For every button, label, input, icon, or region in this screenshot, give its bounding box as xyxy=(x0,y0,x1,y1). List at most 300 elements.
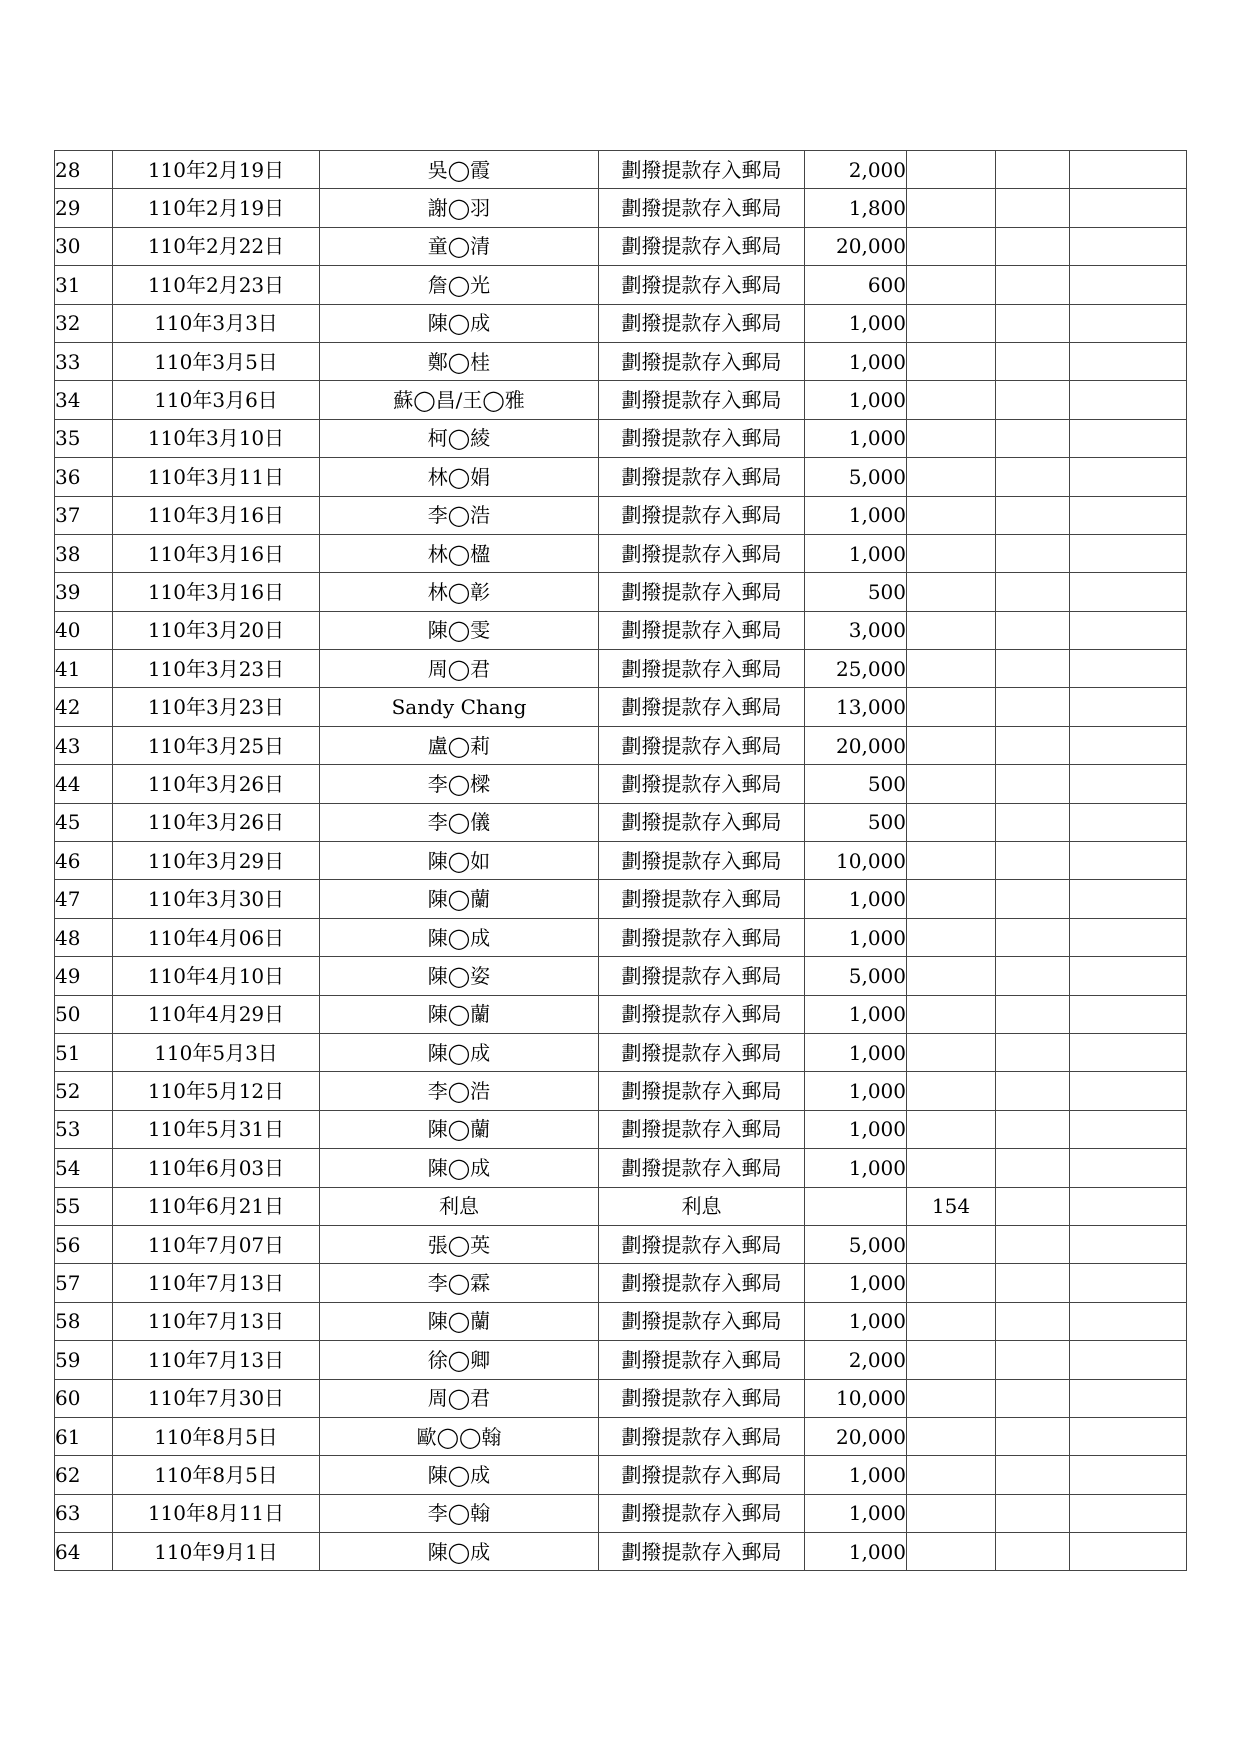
entry-number: 51 xyxy=(55,1033,113,1071)
donor-name: 陳◯蘭 xyxy=(320,880,599,918)
entry-date: 110年6月21日 xyxy=(113,1187,320,1225)
other-amount xyxy=(907,1302,996,1340)
other-amount xyxy=(907,342,996,380)
donor-name: 柯◯綾 xyxy=(320,419,599,457)
entry-description: 劃撥提款存入郵局 xyxy=(599,726,805,764)
other-amount xyxy=(907,151,996,189)
other-amount xyxy=(907,880,996,918)
entry-number: 52 xyxy=(55,1072,113,1110)
entry-date: 110年3月10日 xyxy=(113,419,320,457)
donor-name: 陳◯蘭 xyxy=(320,1110,599,1148)
entry-number: 54 xyxy=(55,1149,113,1187)
blank-cell xyxy=(996,1302,1070,1340)
table-row xyxy=(55,227,1187,265)
donor-name: 李◯樑 xyxy=(320,765,599,803)
donor-name: 陳◯雯 xyxy=(320,611,599,649)
entry-date: 110年3月23日 xyxy=(113,688,320,726)
blank-cell xyxy=(1070,803,1187,841)
donor-name: 李◯浩 xyxy=(320,1072,599,1110)
income-amount: 500 xyxy=(805,573,907,611)
blank-cell xyxy=(996,765,1070,803)
entry-description: 劃撥提款存入郵局 xyxy=(599,1302,805,1340)
donor-name: 陳◯姿 xyxy=(320,957,599,995)
entry-description: 劃撥提款存入郵局 xyxy=(599,1225,805,1263)
donor-name: 徐◯卿 xyxy=(320,1341,599,1379)
table-row xyxy=(55,1110,1187,1148)
other-amount xyxy=(907,381,996,419)
donor-name: 利息 xyxy=(320,1187,599,1225)
entry-date: 110年7月07日 xyxy=(113,1225,320,1263)
donor-name: 歐◯◯翰 xyxy=(320,1417,599,1455)
entry-number: 35 xyxy=(55,419,113,457)
table-row xyxy=(55,1264,1187,1302)
table-row xyxy=(55,726,1187,764)
entry-number: 60 xyxy=(55,1379,113,1417)
blank-cell xyxy=(996,266,1070,304)
other-amount xyxy=(907,611,996,649)
entry-number: 44 xyxy=(55,765,113,803)
blank-cell xyxy=(996,151,1070,189)
entry-date: 110年3月20日 xyxy=(113,611,320,649)
other-amount xyxy=(907,1072,996,1110)
entry-description: 劃撥提款存入郵局 xyxy=(599,227,805,265)
entry-description: 劃撥提款存入郵局 xyxy=(599,419,805,457)
blank-cell xyxy=(1070,1072,1187,1110)
table-row xyxy=(55,419,1187,457)
table-row xyxy=(55,151,1187,189)
income-amount: 500 xyxy=(805,803,907,841)
blank-cell xyxy=(996,650,1070,688)
blank-cell xyxy=(996,1533,1070,1571)
entry-date: 110年2月19日 xyxy=(113,151,320,189)
donor-name: 林◯楹 xyxy=(320,534,599,572)
donor-name: 周◯君 xyxy=(320,650,599,688)
entry-description: 劃撥提款存入郵局 xyxy=(599,1110,805,1148)
entry-number: 62 xyxy=(55,1456,113,1494)
income-amount: 1,000 xyxy=(805,1456,907,1494)
donor-name: 李◯翰 xyxy=(320,1494,599,1532)
table-row xyxy=(55,342,1187,380)
income-amount: 1,000 xyxy=(805,419,907,457)
entry-number: 63 xyxy=(55,1494,113,1532)
income-amount: 1,000 xyxy=(805,1149,907,1187)
entry-number: 33 xyxy=(55,342,113,380)
entry-description: 劃撥提款存入郵局 xyxy=(599,880,805,918)
other-amount xyxy=(907,1149,996,1187)
table-row xyxy=(55,842,1187,880)
blank-cell xyxy=(996,1456,1070,1494)
table-row xyxy=(55,189,1187,227)
blank-cell xyxy=(996,726,1070,764)
entry-number: 36 xyxy=(55,458,113,496)
entry-description: 劃撥提款存入郵局 xyxy=(599,151,805,189)
entry-number: 56 xyxy=(55,1225,113,1263)
entry-description: 劃撥提款存入郵局 xyxy=(599,1341,805,1379)
table-row xyxy=(55,611,1187,649)
other-amount xyxy=(907,1110,996,1148)
table-row xyxy=(55,1187,1187,1225)
donor-name: 陳◯成 xyxy=(320,918,599,956)
entry-number: 39 xyxy=(55,573,113,611)
blank-cell xyxy=(996,1110,1070,1148)
entry-description: 劃撥提款存入郵局 xyxy=(599,1456,805,1494)
table-row xyxy=(55,918,1187,956)
blank-cell xyxy=(996,803,1070,841)
entry-date: 110年3月23日 xyxy=(113,650,320,688)
blank-cell xyxy=(1070,611,1187,649)
entry-date: 110年3月16日 xyxy=(113,573,320,611)
donor-name: 李◯浩 xyxy=(320,496,599,534)
entry-number: 31 xyxy=(55,266,113,304)
other-amount xyxy=(907,918,996,956)
entry-number: 61 xyxy=(55,1417,113,1455)
blank-cell xyxy=(1070,765,1187,803)
other-amount xyxy=(907,1456,996,1494)
other-amount xyxy=(907,458,996,496)
table-row xyxy=(55,765,1187,803)
entry-description: 劃撥提款存入郵局 xyxy=(599,803,805,841)
table-row xyxy=(55,1417,1187,1455)
entry-date: 110年7月30日 xyxy=(113,1379,320,1417)
entry-date: 110年8月11日 xyxy=(113,1494,320,1532)
entry-date: 110年7月13日 xyxy=(113,1341,320,1379)
table-row xyxy=(55,1341,1187,1379)
blank-cell xyxy=(1070,1110,1187,1148)
blank-cell xyxy=(1070,419,1187,457)
donor-name: 陳◯蘭 xyxy=(320,995,599,1033)
table-row xyxy=(55,304,1187,342)
donor-name: 鄭◯桂 xyxy=(320,342,599,380)
blank-cell xyxy=(1070,304,1187,342)
entry-description: 劃撥提款存入郵局 xyxy=(599,573,805,611)
blank-cell xyxy=(996,534,1070,572)
table-row xyxy=(55,1149,1187,1187)
blank-cell xyxy=(996,842,1070,880)
entry-description: 劃撥提款存入郵局 xyxy=(599,1264,805,1302)
donor-name: 李◯霖 xyxy=(320,1264,599,1302)
other-amount xyxy=(907,304,996,342)
donor-name: Sandy Chang xyxy=(320,688,599,726)
other-amount xyxy=(907,1533,996,1571)
entry-date: 110年3月29日 xyxy=(113,842,320,880)
income-amount: 1,000 xyxy=(805,1033,907,1071)
donor-name: 陳◯成 xyxy=(320,1533,599,1571)
entry-date: 110年8月5日 xyxy=(113,1456,320,1494)
entry-description: 劃撥提款存入郵局 xyxy=(599,842,805,880)
table-row xyxy=(55,957,1187,995)
blank-cell xyxy=(996,573,1070,611)
entry-description: 劃撥提款存入郵局 xyxy=(599,1379,805,1417)
blank-cell xyxy=(1070,151,1187,189)
entry-date: 110年8月5日 xyxy=(113,1417,320,1455)
table-row xyxy=(55,1533,1187,1571)
table-row xyxy=(55,1072,1187,1110)
entry-number: 57 xyxy=(55,1264,113,1302)
blank-cell xyxy=(1070,1302,1187,1340)
other-amount xyxy=(907,1225,996,1263)
entry-number: 59 xyxy=(55,1341,113,1379)
donor-name: 周◯君 xyxy=(320,1379,599,1417)
blank-cell xyxy=(1070,381,1187,419)
blank-cell xyxy=(996,1264,1070,1302)
other-amount xyxy=(907,957,996,995)
entry-number: 58 xyxy=(55,1302,113,1340)
income-amount: 5,000 xyxy=(805,458,907,496)
blank-cell xyxy=(1070,573,1187,611)
blank-cell xyxy=(1070,189,1187,227)
income-amount xyxy=(805,1187,907,1225)
blank-cell xyxy=(1070,342,1187,380)
other-amount xyxy=(907,419,996,457)
blank-cell xyxy=(1070,1533,1187,1571)
income-amount: 2,000 xyxy=(805,151,907,189)
blank-cell xyxy=(1070,1494,1187,1532)
entry-number: 55 xyxy=(55,1187,113,1225)
income-amount: 20,000 xyxy=(805,1417,907,1455)
entry-date: 110年3月5日 xyxy=(113,342,320,380)
income-amount: 500 xyxy=(805,765,907,803)
table-row xyxy=(55,1494,1187,1532)
blank-cell xyxy=(996,458,1070,496)
blank-cell xyxy=(996,304,1070,342)
donor-name: 詹◯光 xyxy=(320,266,599,304)
other-amount xyxy=(907,1417,996,1455)
table-row xyxy=(55,650,1187,688)
entry-date: 110年4月06日 xyxy=(113,918,320,956)
blank-cell xyxy=(996,957,1070,995)
entry-description: 劃撥提款存入郵局 xyxy=(599,1417,805,1455)
other-amount xyxy=(907,650,996,688)
blank-cell xyxy=(1070,227,1187,265)
entry-description: 劃撥提款存入郵局 xyxy=(599,957,805,995)
entry-date: 110年3月16日 xyxy=(113,534,320,572)
entry-date: 110年2月22日 xyxy=(113,227,320,265)
table-row xyxy=(55,1379,1187,1417)
income-amount: 10,000 xyxy=(805,1379,907,1417)
blank-cell xyxy=(1070,1417,1187,1455)
entry-number: 48 xyxy=(55,918,113,956)
blank-cell xyxy=(996,1072,1070,1110)
entry-date: 110年7月13日 xyxy=(113,1302,320,1340)
entry-number: 38 xyxy=(55,534,113,572)
income-amount: 1,800 xyxy=(805,189,907,227)
blank-cell xyxy=(1070,1456,1187,1494)
table-row xyxy=(55,688,1187,726)
blank-cell xyxy=(996,381,1070,419)
entry-description: 劃撥提款存入郵局 xyxy=(599,1033,805,1071)
entry-number: 29 xyxy=(55,189,113,227)
income-amount: 1,000 xyxy=(805,1302,907,1340)
blank-cell xyxy=(1070,1187,1187,1225)
blank-cell xyxy=(996,189,1070,227)
blank-cell xyxy=(1070,842,1187,880)
table-row xyxy=(55,573,1187,611)
entry-number: 64 xyxy=(55,1533,113,1571)
entry-date: 110年3月11日 xyxy=(113,458,320,496)
blank-cell xyxy=(1070,688,1187,726)
blank-cell xyxy=(996,1187,1070,1225)
entry-number: 41 xyxy=(55,650,113,688)
income-amount: 1,000 xyxy=(805,304,907,342)
entry-date: 110年2月23日 xyxy=(113,266,320,304)
entry-description: 劃撥提款存入郵局 xyxy=(599,611,805,649)
table-row xyxy=(55,880,1187,918)
entry-number: 40 xyxy=(55,611,113,649)
table-row xyxy=(55,266,1187,304)
blank-cell xyxy=(1070,1149,1187,1187)
donor-name: 吳◯霞 xyxy=(320,151,599,189)
entry-number: 42 xyxy=(55,688,113,726)
blank-cell xyxy=(1070,995,1187,1033)
entry-description: 劃撥提款存入郵局 xyxy=(599,765,805,803)
donor-name: 陳◯成 xyxy=(320,1033,599,1071)
donation-ledger-table xyxy=(54,150,1187,1571)
income-amount: 1,000 xyxy=(805,496,907,534)
blank-cell xyxy=(1070,726,1187,764)
table-row xyxy=(55,534,1187,572)
blank-cell xyxy=(996,688,1070,726)
entry-date: 110年3月16日 xyxy=(113,496,320,534)
entry-description: 劃撥提款存入郵局 xyxy=(599,1072,805,1110)
entry-number: 45 xyxy=(55,803,113,841)
blank-cell xyxy=(1070,1225,1187,1263)
blank-cell xyxy=(1070,1033,1187,1071)
income-amount: 1,000 xyxy=(805,1264,907,1302)
donor-name: 陳◯如 xyxy=(320,842,599,880)
donor-name: 陳◯成 xyxy=(320,1456,599,1494)
table-row xyxy=(55,1302,1187,1340)
income-amount: 1,000 xyxy=(805,1072,907,1110)
other-amount xyxy=(907,842,996,880)
blank-cell xyxy=(996,1417,1070,1455)
entry-date: 110年3月6日 xyxy=(113,381,320,419)
income-amount: 20,000 xyxy=(805,726,907,764)
entry-date: 110年4月10日 xyxy=(113,957,320,995)
blank-cell xyxy=(996,1033,1070,1071)
income-amount: 2,000 xyxy=(805,1341,907,1379)
other-amount xyxy=(907,266,996,304)
blank-cell xyxy=(996,227,1070,265)
blank-cell xyxy=(996,419,1070,457)
blank-cell xyxy=(1070,1341,1187,1379)
entry-description: 劃撥提款存入郵局 xyxy=(599,995,805,1033)
entry-description: 劃撥提款存入郵局 xyxy=(599,1494,805,1532)
entry-description: 劃撥提款存入郵局 xyxy=(599,496,805,534)
entry-date: 110年9月1日 xyxy=(113,1533,320,1571)
entry-description: 劃撥提款存入郵局 xyxy=(599,189,805,227)
entry-description: 劃撥提款存入郵局 xyxy=(599,342,805,380)
entry-date: 110年4月29日 xyxy=(113,995,320,1033)
entry-number: 32 xyxy=(55,304,113,342)
income-amount: 1,000 xyxy=(805,1110,907,1148)
donor-name: 陳◯成 xyxy=(320,1149,599,1187)
entry-date: 110年5月12日 xyxy=(113,1072,320,1110)
income-amount: 600 xyxy=(805,266,907,304)
entry-description: 劃撥提款存入郵局 xyxy=(599,458,805,496)
table-row xyxy=(55,995,1187,1033)
donor-name: 林◯彰 xyxy=(320,573,599,611)
blank-cell xyxy=(996,880,1070,918)
entry-description: 劃撥提款存入郵局 xyxy=(599,1533,805,1571)
entry-number: 28 xyxy=(55,151,113,189)
blank-cell xyxy=(996,1149,1070,1187)
income-amount: 5,000 xyxy=(805,1225,907,1263)
blank-cell xyxy=(996,995,1070,1033)
entry-date: 110年2月19日 xyxy=(113,189,320,227)
blank-cell xyxy=(1070,458,1187,496)
income-amount: 10,000 xyxy=(805,842,907,880)
entry-description: 劃撥提款存入郵局 xyxy=(599,534,805,572)
other-amount xyxy=(907,1264,996,1302)
entry-date: 110年3月25日 xyxy=(113,726,320,764)
other-amount xyxy=(907,995,996,1033)
entry-number: 53 xyxy=(55,1110,113,1148)
donor-name: 謝◯羽 xyxy=(320,189,599,227)
entry-number: 49 xyxy=(55,957,113,995)
other-amount xyxy=(907,227,996,265)
other-amount: 154 xyxy=(907,1187,996,1225)
donor-name: 童◯清 xyxy=(320,227,599,265)
entry-description: 劃撥提款存入郵局 xyxy=(599,381,805,419)
other-amount xyxy=(907,573,996,611)
blank-cell xyxy=(1070,650,1187,688)
blank-cell xyxy=(996,1379,1070,1417)
table-row xyxy=(55,458,1187,496)
entry-description: 劃撥提款存入郵局 xyxy=(599,1149,805,1187)
blank-cell xyxy=(996,611,1070,649)
income-amount: 3,000 xyxy=(805,611,907,649)
other-amount xyxy=(907,534,996,572)
entry-date: 110年3月3日 xyxy=(113,304,320,342)
blank-cell xyxy=(996,1494,1070,1532)
entry-date: 110年5月3日 xyxy=(113,1033,320,1071)
other-amount xyxy=(907,1341,996,1379)
entry-number: 50 xyxy=(55,995,113,1033)
entry-date: 110年7月13日 xyxy=(113,1264,320,1302)
income-amount: 1,000 xyxy=(805,1533,907,1571)
other-amount xyxy=(907,496,996,534)
entry-number: 37 xyxy=(55,496,113,534)
income-amount: 5,000 xyxy=(805,957,907,995)
entry-number: 43 xyxy=(55,726,113,764)
table-row xyxy=(55,381,1187,419)
entry-number: 30 xyxy=(55,227,113,265)
entry-description: 利息 xyxy=(599,1187,805,1225)
blank-cell xyxy=(1070,957,1187,995)
other-amount xyxy=(907,1033,996,1071)
blank-cell xyxy=(1070,1379,1187,1417)
table-row xyxy=(55,1225,1187,1263)
blank-cell xyxy=(996,1341,1070,1379)
table-row xyxy=(55,496,1187,534)
income-amount: 1,000 xyxy=(805,381,907,419)
entry-description: 劃撥提款存入郵局 xyxy=(599,650,805,688)
blank-cell xyxy=(996,342,1070,380)
other-amount xyxy=(907,688,996,726)
table-row xyxy=(55,1456,1187,1494)
blank-cell xyxy=(996,1225,1070,1263)
income-amount: 1,000 xyxy=(805,342,907,380)
other-amount xyxy=(907,1379,996,1417)
entry-date: 110年5月31日 xyxy=(113,1110,320,1148)
blank-cell xyxy=(996,496,1070,534)
blank-cell xyxy=(1070,266,1187,304)
entry-description: 劃撥提款存入郵局 xyxy=(599,304,805,342)
donor-name: 陳◯成 xyxy=(320,304,599,342)
donor-name: 林◯娟 xyxy=(320,458,599,496)
other-amount xyxy=(907,189,996,227)
entry-date: 110年3月26日 xyxy=(113,765,320,803)
